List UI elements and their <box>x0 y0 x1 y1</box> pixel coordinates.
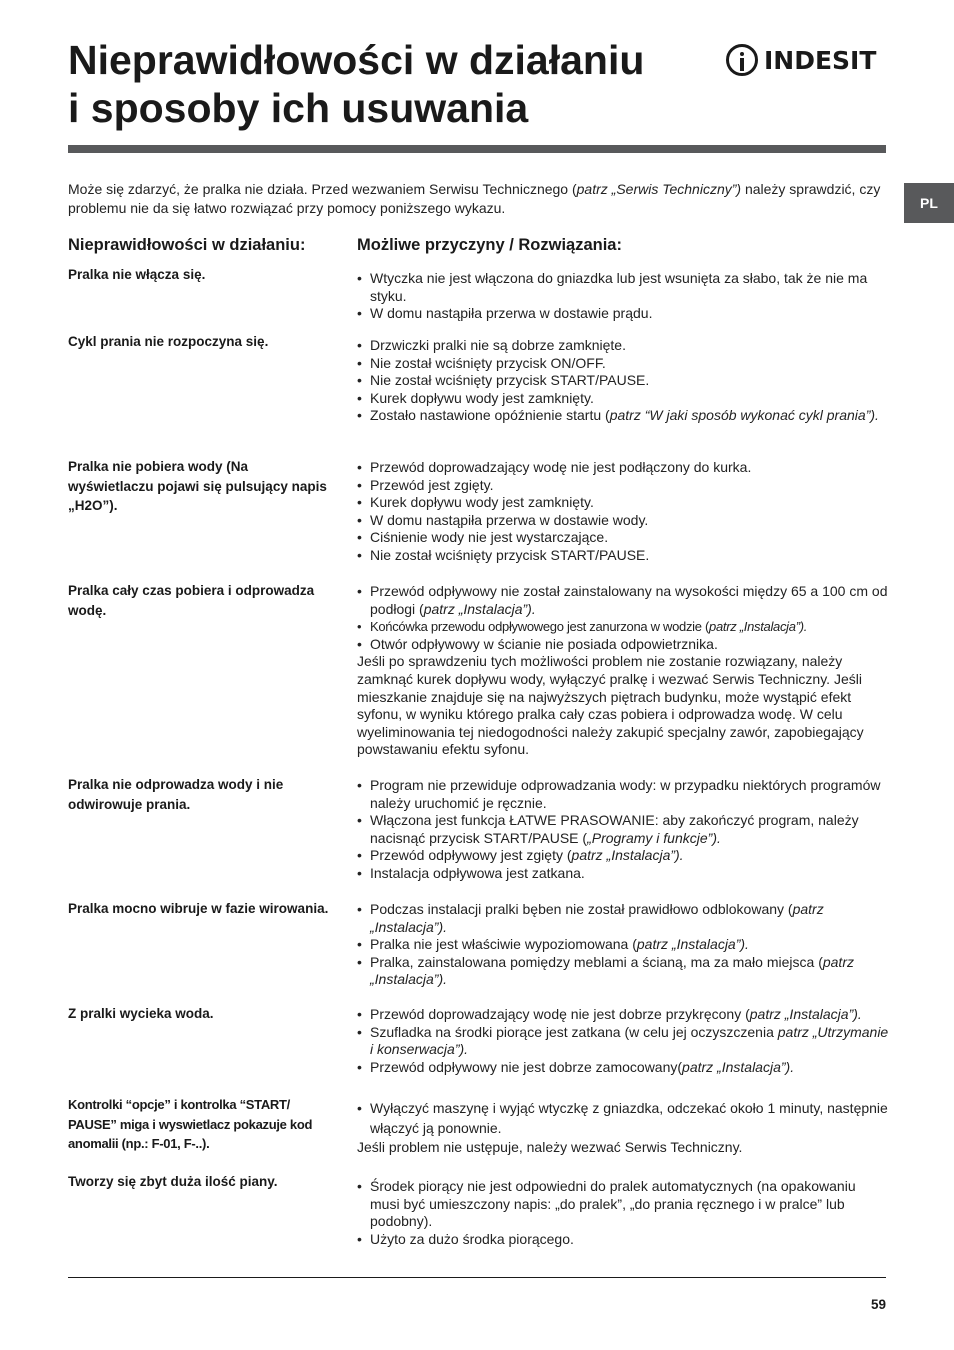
cause-item: • Nie został wciśnięty przycisk START/PAUSE. <box>357 372 889 390</box>
problem-label: Kontrolki “opcje” i kontrolka “START/ PAUSE” miga i wyswietlacz pokazuje kod anomalii (np.: F-01, F-..). <box>68 1097 313 1151</box>
cause-item: • Podczas instalacji pralki bęben nie został prawidłowo odblokowany (patrz „Instalacja”). <box>357 901 889 936</box>
cause-list <box>357 1006 889 1076</box>
cause-item: • Kurek dopływu wody jest zamknięty. <box>357 494 889 512</box>
intro-text-1: Może się zdarzyć, że pralka nie działa. Przed wezwaniem Serwisu Technicznego ( <box>68 181 577 197</box>
title-line-2: i sposoby ich usuwania <box>68 85 529 131</box>
cause-item: • Nie został wciśnięty przycisk START/PAUSE. <box>357 547 889 565</box>
causes-column-header: Możliwe przyczyny / Rozwiązania: <box>357 236 622 254</box>
header-rule <box>68 145 886 153</box>
cause-list <box>357 1178 889 1248</box>
problem-label: Pralka nie pobiera wody (Na wyświetlaczu pojawi się pulsujący napis „H2O”). <box>68 459 327 513</box>
cause-list <box>357 901 889 989</box>
intro-text-2: należy sprawdzić, czy problemu nie da się łatwo rozwiązać przy pomocy poniższego wykazu. <box>68 181 881 216</box>
cause-item: • Przewód odpływowy nie jest dobrze zamocowany(patrz „Instalacja”). <box>357 1059 889 1077</box>
footer-rule <box>68 1277 886 1278</box>
cause-item: • Pralka, zainstalowana pomiędzy meblami a ścianą, ma za mało miejsca (patrz „Instalacja”). <box>357 954 889 989</box>
cause-item: • W domu nastąpiła przerwa w dostawie wody. <box>357 512 889 530</box>
problem-label: Cykl prania nie rozpoczyna się. <box>68 334 269 349</box>
cause-item: • Zostało nastawione opóźnienie startu (patrz “W jaki sposób wykonać cykl prania”). <box>357 407 889 425</box>
cause-item: • Instalacja odpływowa jest zatkana. <box>357 865 889 883</box>
cause-item: • Szufladka na środki piorące jest zatkana (w celu jej oczyszczenia patrz „Utrzymanie i konserwacja”). <box>357 1024 889 1059</box>
info-icon <box>726 44 758 76</box>
cause-list <box>357 777 889 883</box>
brand-name: INDESIT <box>764 45 877 75</box>
cause-item: • Ciśnienie wody nie jest wystarczające. <box>357 529 889 547</box>
cause-item: • Użyto za dużo środka piorącego. <box>357 1231 889 1249</box>
cause-list <box>357 270 889 323</box>
page-number: 59 <box>870 1297 886 1312</box>
problem-label: Z pralki wycieka woda. <box>68 1006 214 1021</box>
cause-item: • Włączona jest funkcja ŁATWE PRASOWANIE: aby zakończyć program, należy nacisnąć przycisk START/PAUSE („Programy i funkcje”). <box>357 812 889 847</box>
cause-item: • Środek piorący nie jest odpowiedni do pralek automatycznych (na opakowaniu musi być umieszczony napis: „do pralek”, „do prania ręcznego i w pralce” lub podobny). <box>357 1178 889 1231</box>
cause-item: • Wyłączyć maszynę i wyjąć wtyczkę z gniazdka, odczekać około 1 minuty, następnie włączyć ją ponownie. <box>357 1099 889 1138</box>
cause-item: • W domu nastąpiła przerwa w dostawie prądu. <box>357 305 889 323</box>
cause-list <box>357 337 889 425</box>
cause-item: • Przewód jest zgięty. <box>357 477 889 495</box>
language-tab: PL <box>904 183 954 223</box>
cause-item: • Drzwiczki pralki nie są dobrze zamknięte. <box>357 337 889 355</box>
cause-note: Jeśli po sprawdzeniu tych możliwości problem nie zostanie rozwiązany, należy zamknąć kurek dopływu wody, wyłączyć pralkę i wezwać Serwis Techniczny. Jeśli mieszkanie znajduje się na najwyższych piętrach budynku, może wystąpić efekt syfonu, w wyniku którego pralka cały czas pobiera i odprowadza wodę. W celu wyeliminowania tej niedogodności należy zakupić specjalny zawór, zapobiegający powstawaniu efektu syfonu. <box>357 653 864 758</box>
cause-item: • Przewód odpływowy jest zgięty (patrz „Instalacja”). <box>357 847 889 865</box>
cause-item: • Przewód odpływowy nie został zainstalowany na wysokości między 65 a 100 cm od podłogi (patrz „Instalacja”). <box>357 583 889 618</box>
cause-item: • Otwór odpływowy w ścianie nie posiada odpowietrznika. <box>357 636 889 654</box>
cause-item: • Wtyczka nie jest włączona do gniazdka lub jest wsunięta za słabo, tak że nie ma styku. <box>357 270 889 305</box>
cause-item: • Końcówka przewodu odpływowego jest zanurzona w wodzie (patrz „Instalacja”). <box>357 618 889 636</box>
problem-label: Pralka cały czas pobiera i odprowadza wodę. <box>68 583 315 618</box>
cause-list <box>357 459 889 565</box>
intro-ref: patrz „Serwis Techniczny”) <box>576 181 742 197</box>
cause-note: Jeśli problem nie ustępuje, należy wezwać Serwis Techniczny. <box>357 1139 743 1155</box>
cause-item: • Pralka nie jest właściwie wypoziomowana (patrz „Instalacja”). <box>357 936 889 954</box>
brand-logo <box>726 40 876 80</box>
problem-label: Pralka nie włącza się. <box>68 267 206 282</box>
cause-item: • Nie został wciśnięty przycisk ON/OFF. <box>357 355 889 373</box>
title-line-1: Nieprawidłowości w działaniu <box>68 37 645 83</box>
problem-label: Pralka mocno wibruje w fazie wirowania. <box>68 901 329 916</box>
problem-label: Pralka nie odprowadza wody i nie odwirowuje prania. <box>68 777 284 812</box>
problems-column-header: Nieprawidłowości w działaniu: <box>68 236 306 254</box>
cause-list <box>357 583 889 759</box>
page-title <box>68 36 718 132</box>
problem-label: Tworzy się zbyt duża ilość piany. <box>68 1174 278 1189</box>
intro-paragraph <box>68 180 888 218</box>
cause-item: • Kurek dopływu wody jest zamknięty. <box>357 390 889 408</box>
cause-item: • Przewód doprowadzający wodę nie jest dobrze przykręcony (patrz „Instalacja”). <box>357 1006 889 1024</box>
cause-item: • Program nie przewiduje odprowadzania wody: w przypadku niektórych programów należy uruchomić je ręcznie. <box>357 777 889 812</box>
cause-list <box>357 1099 889 1158</box>
cause-item: • Przewód doprowadzający wodę nie jest podłączony do kurka. <box>357 459 889 477</box>
